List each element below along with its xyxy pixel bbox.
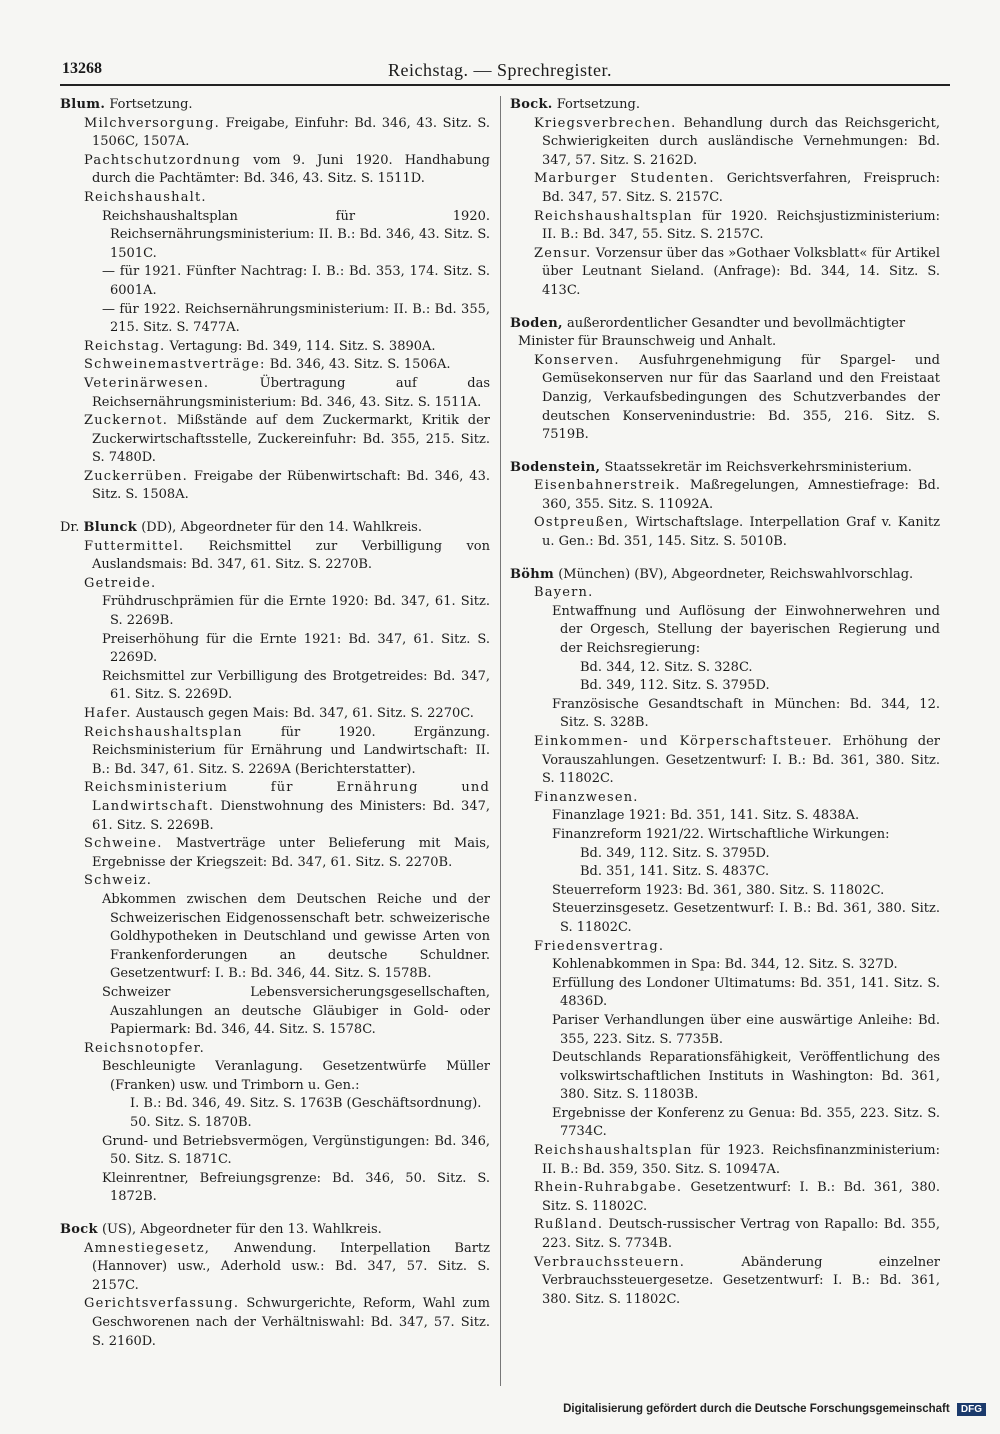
entry-text: Deutschlands Reparationsfähigkeit, Veröffentlichung des volkswirtschaftlichen Instituts in Washington: Bd. 361, 380. Sitz. S. 11803B.: [552, 1050, 940, 1103]
entry-text: Ergebnisse der Konferenz zu Genua: Bd. 355, 223. Sitz. S. 7734C.: [552, 1105, 940, 1140]
topic-keyword: Reichsministerium für Ernährung und Landwirtschaft.: [84, 780, 490, 814]
entry-line: [510, 677, 940, 696]
entry-text: Frühdruschprämien für die Ernte 1920: Bd. 347, 61. Sitz. S. 2269B.: [102, 594, 490, 629]
topic-keyword: Futtermittel.: [84, 538, 185, 554]
entry-line: [60, 115, 490, 152]
footer: [563, 1403, 986, 1416]
entry-text: Mißstände auf dem Zuckermarkt, Kritik der Zuckerwirtschaftsstelle, Zuckereinfuhr: Bd. 355, 215. Sitz. S. 7480D.: [92, 413, 490, 466]
entry-line: [510, 900, 940, 937]
entry-line: [510, 1105, 940, 1142]
entry-text: Vorzensur über das »Gothaer Volksblatt« für Artikel über Leutnant Sieland. (Anfrage): Bd. 344, 14. Sitz. S. 413C.: [542, 245, 940, 298]
entry-text: Kleinrentner, Befreiungsgrenze: Bd. 346, 50. Sitz. S. 1872B.: [102, 1170, 490, 1205]
topic-keyword: Reichstag.: [84, 338, 166, 354]
topic-keyword: Eisenbahnerstreik.: [534, 478, 681, 494]
entry-text: Reichsmittel zur Verbilligung des Brotgetreides: Bd. 347, 61. Sitz. S. 2269D.: [102, 668, 490, 703]
topic-keyword: Amnestiegesetz,: [84, 1240, 211, 1256]
topic-keyword: Reichshaushaltsplan: [84, 724, 243, 740]
entry-line: [60, 631, 490, 668]
entry-line: [510, 352, 940, 445]
entry-text: Schwurgerichte, Reform, Wahl zum Geschworenen nach der Verhältniswahl: Bd. 347, 57. Sitz. S. 2160D.: [92, 1296, 490, 1349]
entry-heading: [60, 96, 490, 115]
topic-keyword: Konserven.: [534, 352, 620, 368]
topic-keyword: Reichshaushaltsplan: [534, 208, 693, 224]
topic-keyword: Schweinemastverträge:: [84, 357, 266, 373]
entry-line: [60, 835, 490, 872]
entry-line: [510, 956, 940, 975]
entry-line: [60, 152, 490, 189]
entry-line: [60, 724, 490, 780]
entry-line: [510, 938, 940, 957]
entry-text: — für 1922. Reichsernährungsministerium: II. B.: Bd. 355, 215. Sitz. S. 7477A.: [102, 301, 490, 336]
entry-text: Reichshaushaltsplan für 1920. Reichsernährungsministerium: II. B.: Bd. 346, 43. Sitz. S. 1501C.: [102, 208, 490, 261]
running-head: Reichstag. — Sprechregister.: [388, 60, 612, 80]
speaker-name: Böhm: [510, 566, 555, 582]
entry-line: [60, 575, 490, 594]
entry-text: Staatssekretär im Reichsverkehrsministerium.: [604, 459, 912, 475]
entry-text: Bd. 344, 12. Sitz. S. 328C.: [580, 659, 753, 675]
entry-line: [510, 245, 940, 301]
topic-keyword: Zuckernot.: [84, 413, 169, 429]
topic-keyword: Zensur.: [534, 245, 592, 261]
topic-keyword: Getreide.: [84, 575, 157, 591]
entry-line: [510, 1012, 940, 1049]
entry-text: Finanzlage 1921: Bd. 351, 141. Sitz. S. 4838A.: [552, 808, 860, 824]
entry-line: [60, 1295, 490, 1351]
register-entry: [60, 1221, 490, 1351]
register-entry: [510, 459, 940, 552]
entry-line: [510, 845, 940, 864]
entry-line: [510, 659, 940, 678]
entry-line: [60, 263, 490, 300]
entry-text: Grund- und Betriebsvermögen, Vergünstigungen: Bd. 346, 50. Sitz. S. 1871C.: [102, 1133, 490, 1168]
entry-text: Preiserhöhung für die Ernte 1921: Bd. 347, 61. Sitz. S. 2269D.: [102, 631, 490, 666]
entry-line: [510, 603, 940, 659]
entry-text: Dienstwohnung des Ministers: Bd. 347, 61. Sitz. S. 2269B.: [92, 798, 490, 833]
speaker-name: Blum.: [60, 97, 106, 112]
entry-text: Mastverträge unter Belieferung mit Mais, Ergebnisse der Kriegszeit: Bd. 347, 61. Sitz. S. 2270B.: [92, 836, 490, 870]
topic-keyword: Marburger Studenten.: [534, 171, 715, 187]
entry-line: [60, 1040, 490, 1059]
entry-line: [510, 863, 940, 882]
entry-line: [60, 1095, 490, 1114]
header-rule: [60, 84, 950, 86]
entry-text: Schweizer Lebensversicherungsgesellschaften, Auszahlungen an deutsche Gläubiger in Gold- oder Papiermark: Bd. 346, 44. Sitz. S. 1578C.: [102, 984, 490, 1038]
register-entry: [510, 96, 940, 301]
entry-text: Vertagung: Bd. 349, 114. Sitz. S. 3890A.: [169, 338, 436, 354]
entry-line: [510, 1049, 940, 1105]
entry-line: [510, 696, 940, 733]
entry-line: [60, 1058, 490, 1095]
topic-keyword: Verbrauchssteuern.: [534, 1254, 686, 1270]
dfg-logo: DFG: [957, 1403, 986, 1416]
entry-text: 50. Sitz. S. 1870B.: [130, 1115, 252, 1131]
entry-line: [60, 891, 490, 984]
name-prefix: Dr.: [60, 520, 80, 536]
entry-line: [60, 208, 490, 264]
entry-text: (US), Abgeordneter für den 13. Wahlkreis.: [101, 1222, 382, 1238]
entry-text: Reichsmittel zur Verbilligung von Auslandsmais: Bd. 347, 61. Sitz. S. 2270B.: [92, 538, 490, 573]
entry-text: vom 9. Juni 1920. Handhabung durch die Pachtämter: Bd. 346, 43. Sitz. S. 1511D.: [92, 152, 490, 187]
speaker-name: Bodenstein,: [510, 459, 601, 475]
entry-line: [510, 807, 940, 826]
page-number: 13268: [62, 60, 102, 77]
entry-text: Erfüllung des Londoner Ultimatums: Bd. 351, 141. Sitz. S. 4836D.: [552, 975, 940, 1010]
entry-text: Entwaffnung und Auflösung der Einwohnerwehren und der Orgesch, Stellung der bayerischen Regierung und der Reichsregierung:: [552, 603, 940, 657]
entry-line: [510, 733, 940, 789]
entry-text: Beschleunigte Veranlagung. Gesetzentwürfe Müller (Franken) usw. und Trimborn u. Gen.:: [102, 1059, 490, 1093]
entry-text: Bd. 346, 43. Sitz. S. 1506A.: [269, 357, 451, 373]
entry-line: [510, 170, 940, 207]
entry-text: Bd. 349, 112. Sitz. S. 3795D.: [580, 845, 770, 861]
entry-heading: [510, 566, 940, 585]
entry-line: [510, 826, 940, 845]
entry-text: (München) (BV), Abgeordneter, Reichswahlvorschlag.: [558, 566, 914, 582]
topic-keyword: Zuckerrüben.: [84, 468, 188, 484]
entry-line: [510, 1216, 940, 1253]
entry-text: Steuerreform 1923: Bd. 361, 380. Sitz. S. 11802C.: [552, 882, 885, 898]
entry-text: Steuerzinsgesetz. Gesetzentwurf: I. B.: Bd. 361, 380. Sitz. S. 11802C.: [552, 901, 940, 935]
entry-text: Gerichtsverfahren, Freispruch: Bd. 347, 57. Sitz. S. 2157C.: [542, 171, 941, 205]
entry-text: Übertragung auf das Reichsernährungsministerium: Bd. 346, 43. Sitz. S. 1511A.: [92, 375, 490, 410]
footer-text: Digitalisierung gefördert durch die Deutsche Forschungsgemeinschaft: [563, 1403, 950, 1415]
entry-line: [60, 984, 490, 1040]
entry-heading: [510, 459, 940, 478]
entry-text: Abänderung einzelner Verbrauchssteuergesetze. Gesetzentwurf: I. B.: Bd. 361, 380. Sitz. S. 11802C.: [542, 1254, 940, 1307]
topic-keyword: Einkommen- und Körperschaftsteuer.: [534, 734, 833, 749]
entry-text: — für 1921. Fünfter Nachtrag: I. B.: Bd. 353, 174. Sitz. S. 6001A.: [102, 264, 490, 298]
speaker-name: Boden,: [510, 315, 563, 331]
entry-text: Fortsetzung.: [556, 97, 640, 112]
topic-keyword: Reichsnotopfer.: [84, 1040, 205, 1056]
entry-heading: [510, 315, 940, 352]
topic-keyword: Finanzwesen.: [534, 789, 639, 805]
entry-line: [60, 412, 490, 468]
entry-line: [60, 1240, 490, 1296]
topic-keyword: Kriegsverbrechen.: [534, 115, 677, 131]
entry-text: Deutsch-russischer Vertrag von Rapallo: Bd. 355, 223. Sitz. S. 7734B.: [542, 1217, 941, 1252]
entry-text: Anwendung. Interpellation Bartz (Hannover) usw., Aderhold usw.: Bd. 347, 57. Sitz. S. 2157C.: [92, 1240, 490, 1293]
entry-text: Maßregelungen, Amnestiefrage: Bd. 360, 355. Sitz. S. 11092A.: [542, 478, 940, 512]
register-entry: [510, 315, 940, 445]
entry-line: [510, 514, 940, 551]
entry-text: Gesetzentwurf: I. B.: Bd. 361, 380. Sitz. S. 11802C.: [542, 1180, 940, 1214]
entry-text: (DD), Abgeordneter für den 14. Wahlkreis.: [141, 520, 422, 536]
entry-line: [60, 668, 490, 705]
topic-keyword: Bayern.: [534, 585, 594, 601]
entry-text: Bd. 351, 141. Sitz. S. 4837C.: [580, 864, 770, 880]
topic-keyword: Rußland.: [534, 1217, 604, 1233]
entry-text: Finanzreform 1921/22. Wirtschaftliche Wirkungen:: [552, 826, 890, 842]
entry-line: [510, 115, 940, 171]
topic-keyword: Gerichtsverfassung.: [84, 1296, 240, 1312]
entry-text: Ausfuhrgenehmigung für Spargel- und Gemüsekonserven nur für das Saarland und den Freistaat Danzig, Verkaufsbedingungen des Schutzverbandes der deutschen Konservenindustrie: Bd. 355, 216. Sitz. S. 7519B.: [542, 352, 940, 443]
topic-keyword: Reichshaushaltsplan: [534, 1143, 693, 1159]
topic-keyword: Milchversorgung.: [84, 115, 220, 131]
entry-text: Französische Gesandtschaft in München: Bd. 344, 12. Sitz. S. 328B.: [552, 696, 940, 731]
entry-line: [510, 789, 940, 808]
entry-text: Behandlung durch das Reichsgericht, Schwierigkeiten durch ausländische Vernehmungen: Bd. 347, 57. Sitz. S. 2162D.: [542, 115, 940, 168]
topic-keyword: Veterinärwesen.: [84, 375, 210, 391]
entry-line: [60, 338, 490, 357]
register-entry: [60, 519, 490, 1207]
entry-line: [60, 189, 490, 208]
topic-keyword: Schweine.: [84, 836, 163, 852]
entry-line: [60, 538, 490, 575]
entry-line: [60, 1170, 490, 1207]
right-column: [510, 96, 940, 1323]
entry-heading: [60, 1221, 490, 1240]
register-entry: [510, 566, 940, 1310]
entry-line: [510, 882, 940, 901]
entry-line: [510, 477, 940, 514]
topic-keyword: Pachtschutzordnung: [84, 152, 241, 168]
entry-line: [510, 1254, 940, 1310]
entry-line: [60, 356, 490, 375]
entry-line: [60, 593, 490, 630]
topic-keyword: Friedensvertrag.: [534, 938, 665, 954]
entry-text: Abkommen zwischen dem Deutschen Reiche und der Schweizerischen Eidgenossenschaft betr. schweizerische Goldhypotheken in Deutschland und gewisse Arten von Frankenforderungen an deutsche Schuldner. Gesetzentwurf: I. B.: Bd. 346, 44. Sitz. S. 1578B.: [102, 891, 490, 982]
entry-line: [60, 375, 490, 412]
entry-heading: [510, 96, 940, 115]
column-divider: [500, 96, 501, 1386]
entry-heading: [60, 519, 490, 538]
entry-text: für 1920. Reichsjustizministerium: II. B.: Bd. 347, 55. Sitz. S. 2157C.: [542, 208, 940, 243]
entry-line: [60, 301, 490, 338]
speaker-name: Bock.: [510, 97, 553, 112]
entry-text: Fortsetzung.: [109, 97, 193, 112]
entry-text: Freigabe der Rübenwirtschaft: Bd. 346, 43. Sitz. S. 1508A.: [92, 468, 490, 503]
entry-line: [510, 1179, 940, 1216]
entry-line: [510, 208, 940, 245]
topic-keyword: Hafer.: [84, 706, 132, 721]
register-entry: [60, 96, 490, 505]
entry-text: I. B.: Bd. 346, 49. Sitz. S. 1763B (Geschäftsordnung).: [130, 1096, 482, 1112]
left-column: [60, 96, 490, 1365]
entry-line: [510, 1142, 940, 1179]
speaker-name: Bock: [60, 1222, 98, 1238]
entry-text: außerordentlicher Gesandter und bevollmächtigter Minister für Braunschweig und Anhalt.: [518, 315, 906, 350]
entry-line: [60, 1114, 490, 1133]
entry-line: [60, 1133, 490, 1170]
entry-text: für 1923. Reichsfinanzministerium: II. B.: Bd. 359, 350. Sitz. S. 10947A.: [542, 1143, 940, 1177]
entry-text: Erhöhung der Vorauszahlungen. Gesetzentwurf: I. B.: Bd. 361, 380. Sitz. S. 11802C.: [542, 734, 940, 787]
entry-text: Freigabe, Einfuhr: Bd. 346, 43. Sitz. S. 1506C, 1507A.: [92, 115, 490, 150]
topic-keyword: Schweiz.: [84, 873, 153, 889]
entry-text: Bd. 349, 112. Sitz. S. 3795D.: [580, 678, 770, 694]
entry-line: [60, 872, 490, 891]
speaker-name: Blunck: [83, 520, 138, 536]
topic-keyword: Rhein-Ruhrabgabe.: [534, 1180, 683, 1196]
entry-text: Wirtschaftslage. Interpellation Graf v. Kanitz u. Gen.: Bd. 351, 145. Sitz. S. 5010B.: [542, 515, 940, 550]
entry-line: [510, 975, 940, 1012]
entry-line: [60, 468, 490, 505]
entry-text: Austausch gegen Mais: Bd. 347, 61. Sitz. S. 2270C.: [135, 706, 474, 721]
entry-line: [510, 584, 940, 603]
entry-text: für 1920. Ergänzung. Reichsministerium für Ernährung und Landwirtschaft: II. B.: Bd. 347, 61. Sitz. S. 2269A (Berichterstatter).: [92, 724, 490, 777]
entry-text: Kohlenabkommen in Spa: Bd. 344, 12. Sitz. S. 327D.: [552, 957, 898, 973]
entry-line: [60, 779, 490, 835]
topic-keyword: Reichshaushalt.: [84, 189, 207, 205]
topic-keyword: Ostpreußen,: [534, 515, 630, 531]
entry-line: [60, 705, 490, 724]
entry-text: Pariser Verhandlungen über eine auswärtige Anleihe: Bd. 355, 223. Sitz. S. 7735B.: [552, 1012, 940, 1047]
